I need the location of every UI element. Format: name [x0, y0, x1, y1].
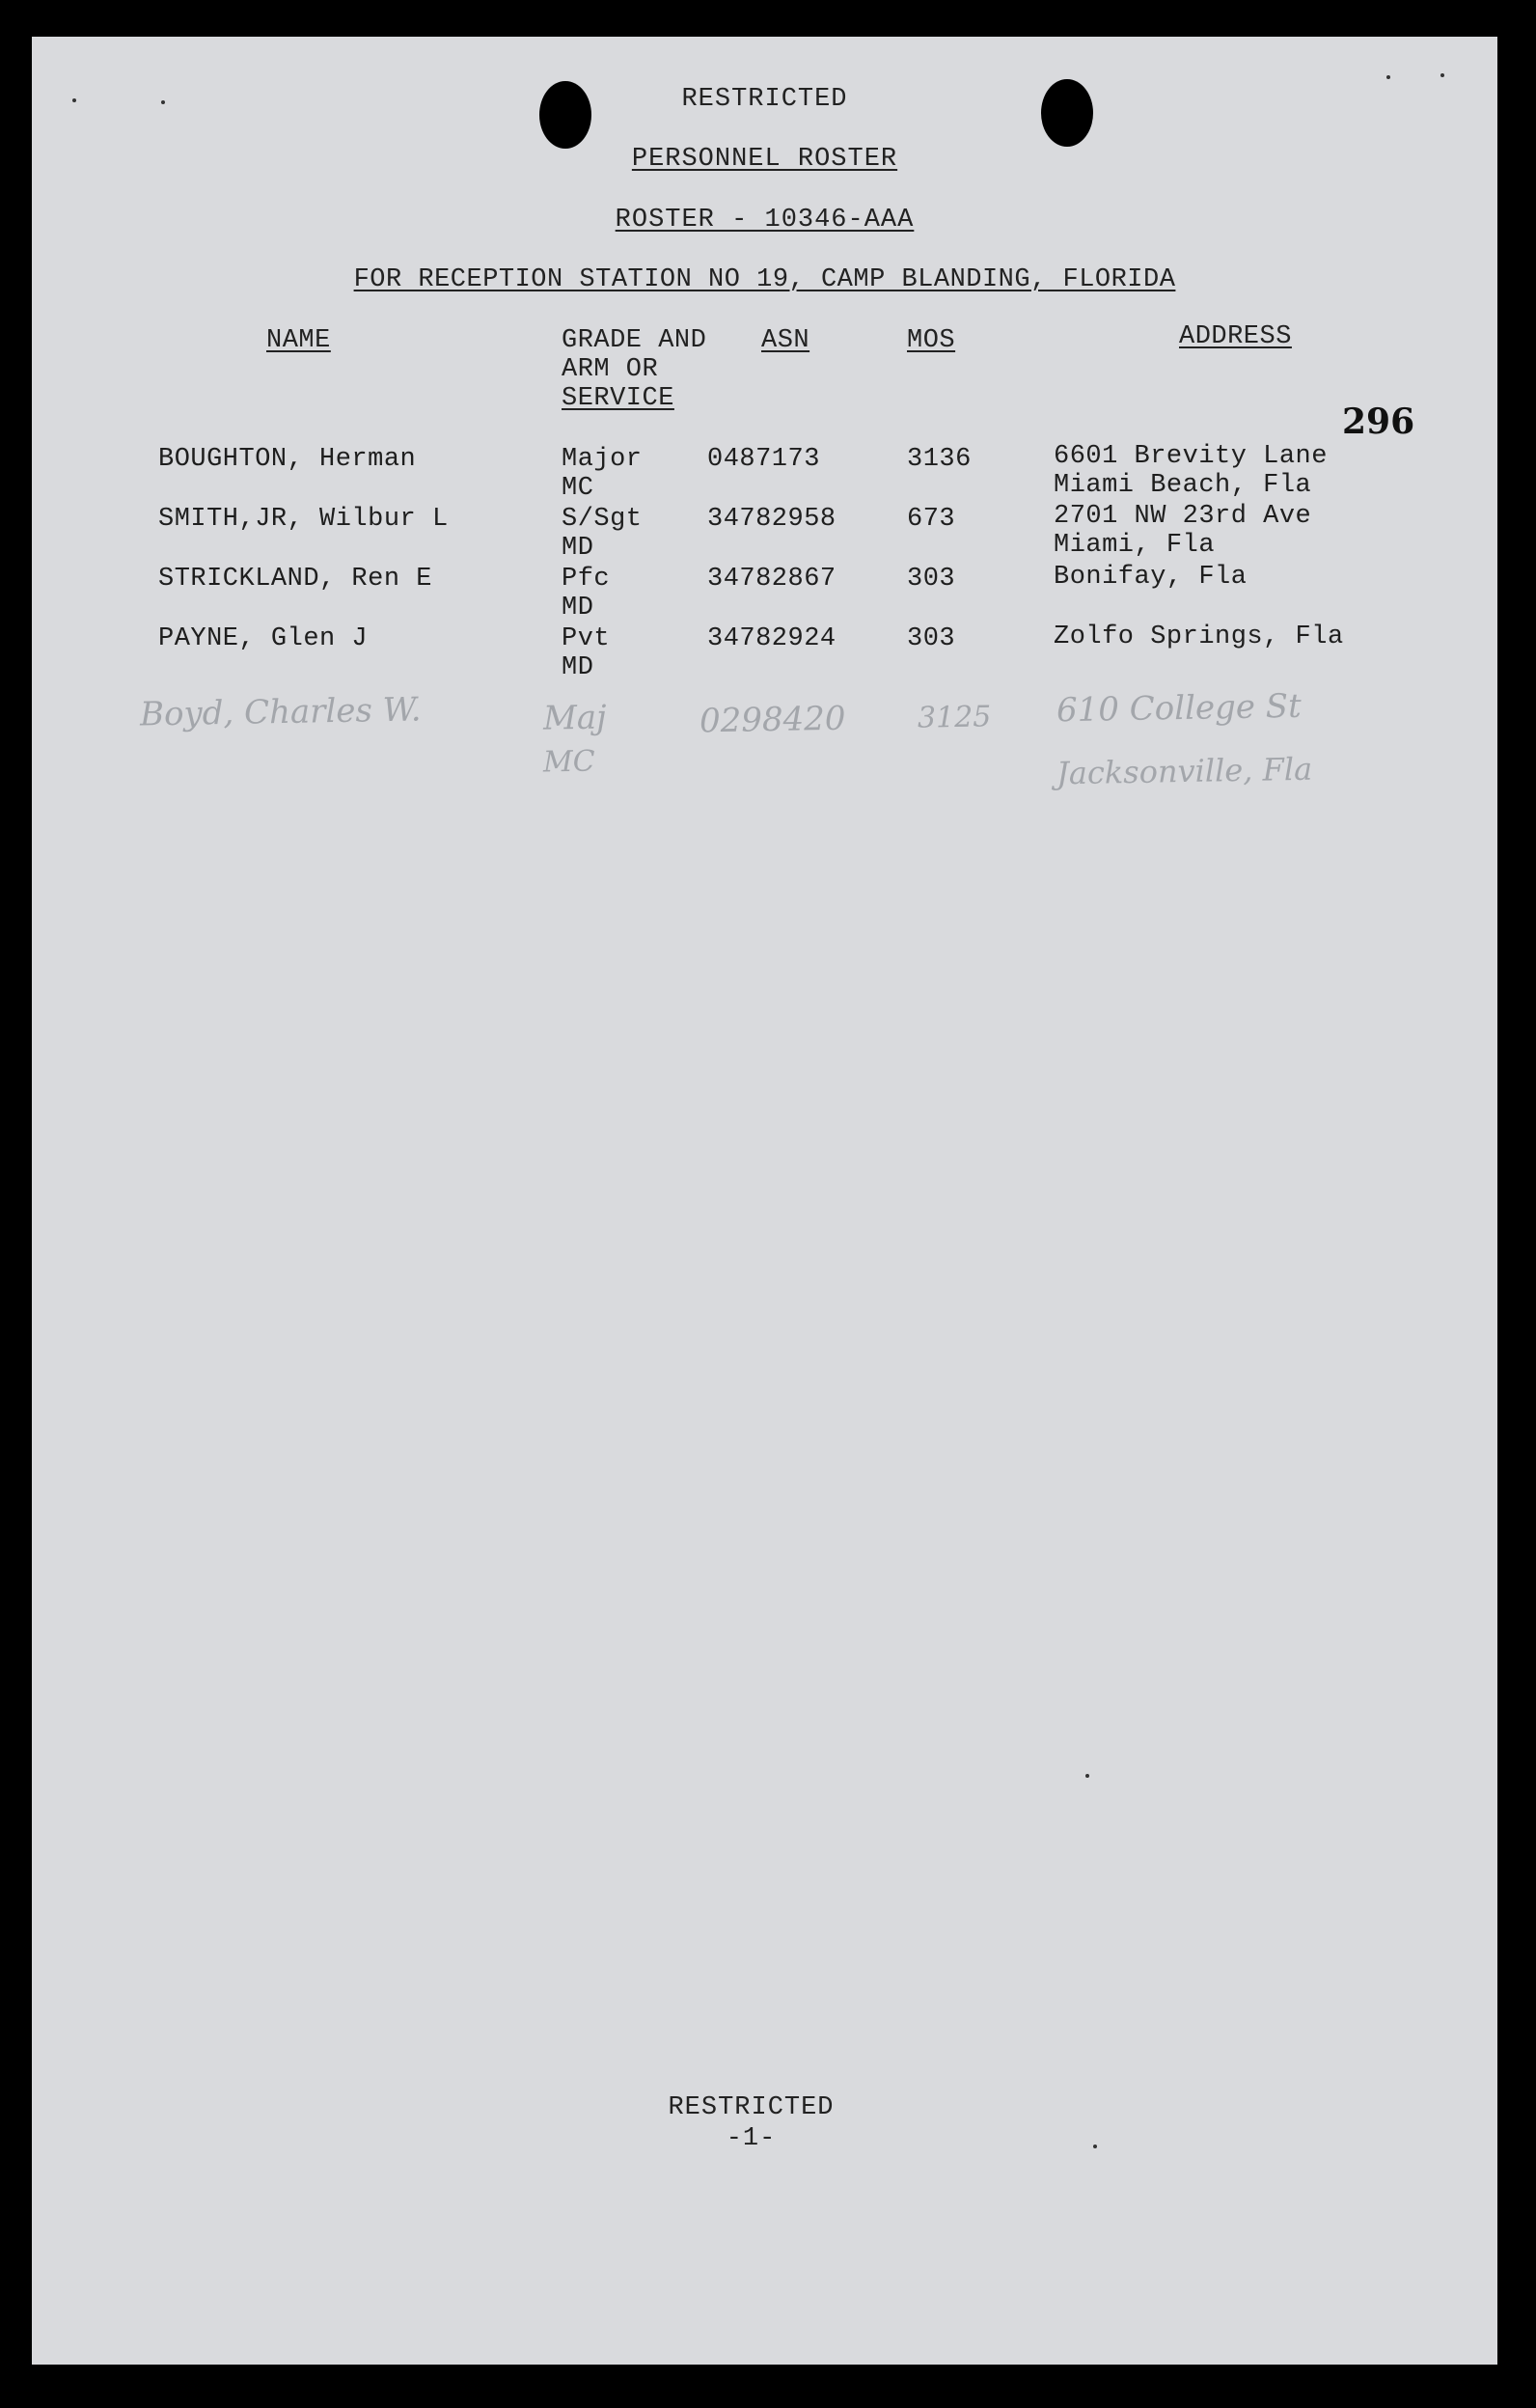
column-header-name [266, 326, 331, 355]
column-header-grade [562, 326, 706, 413]
page-stamp-number: 296 [1342, 401, 1415, 442]
branch-value: MD [562, 594, 594, 623]
column-header-mos [907, 326, 955, 355]
column-header-name-label: NAME [266, 326, 331, 355]
table-row-asn: 34782924 [707, 624, 837, 653]
column-header-mos-label: MOS [907, 326, 956, 355]
handwritten-address-line2: Jacksonville, Fla [1056, 750, 1313, 792]
grade-value: Major [562, 445, 643, 474]
page-number: -1- [726, 2124, 777, 2153]
column-header-asn-label: ASN [761, 326, 810, 355]
table-row-mos: 303 [907, 624, 956, 653]
column-header-grade-line3: SERVICE [562, 384, 674, 413]
column-header-address-label: ADDRESS [1179, 322, 1292, 351]
address-line2: Miami, Fla [1054, 531, 1216, 560]
footer [32, 2092, 1484, 2154]
table-row-mos: 673 [907, 505, 956, 534]
grade-value: Pvt [562, 624, 611, 653]
classification-top: RESTRICTED [681, 85, 848, 114]
classification-bottom: RESTRICTED [668, 2093, 835, 2122]
address-line1: Bonifay, Fla [1054, 563, 1248, 592]
address-line1: 2701 NW 23rd Ave [1054, 502, 1312, 531]
table-row-address [1054, 502, 1311, 560]
table-row-name: BOUGHTON, Herman [158, 445, 417, 474]
column-header-asn [761, 326, 809, 355]
document-title: PERSONNEL ROSTER [631, 145, 898, 174]
table-row-grade [562, 624, 610, 682]
table-row-asn: 34782958 [707, 505, 837, 534]
table-row-mos: 3136 [907, 445, 972, 474]
handwritten-address-line1: 610 College St [1056, 686, 1303, 731]
speck [1085, 1774, 1089, 1778]
table-row-grade [562, 565, 610, 623]
table-row-address [1054, 442, 1328, 500]
branch-value: MD [562, 653, 594, 682]
grade-value: S/Sgt [562, 505, 643, 534]
table-row-mos: 303 [907, 565, 956, 594]
branch-value: MD [562, 534, 594, 563]
address-line2: Miami Beach, Fla [1054, 471, 1312, 500]
table-row-address [1054, 623, 1344, 651]
column-header-address [1179, 322, 1292, 351]
speck [1386, 75, 1390, 79]
handwritten-asn: 0298420 [699, 699, 846, 741]
handwritten-grade: Maj [542, 698, 607, 738]
address-line1: Zolfo Springs, Fla [1054, 623, 1344, 651]
speck [1440, 73, 1444, 77]
column-header-grade-line1: GRADE AND [562, 326, 707, 355]
station-line: FOR RECEPTION STATION NO 19, CAMP BLANDING, FLORIDA [353, 265, 1176, 294]
table-row-grade [562, 445, 643, 503]
table-row-name: PAYNE, Glen J [158, 624, 369, 653]
handwritten-branch: MC [542, 744, 595, 780]
table-row-name: SMITH,JR, Wilbur L [158, 505, 449, 534]
grade-value: Pfc [562, 565, 611, 594]
roster-number: ROSTER - 10346-AAA [615, 206, 915, 235]
table-row-name: STRICKLAND, Ren E [158, 565, 432, 594]
roster-page [32, 37, 1497, 2365]
branch-value: MC [562, 474, 594, 503]
table-row-address [1054, 563, 1247, 592]
table-row-asn: 34782867 [707, 565, 837, 594]
table-row-asn: 0487173 [707, 445, 820, 474]
handwritten-mos: 3125 [917, 700, 992, 735]
column-header-grade-line2: ARM OR [562, 355, 659, 384]
table-row-grade [562, 505, 643, 563]
address-line1: 6601 Brevity Lane [1054, 442, 1328, 471]
handwritten-name: Boyd, Charles W. [139, 690, 422, 734]
